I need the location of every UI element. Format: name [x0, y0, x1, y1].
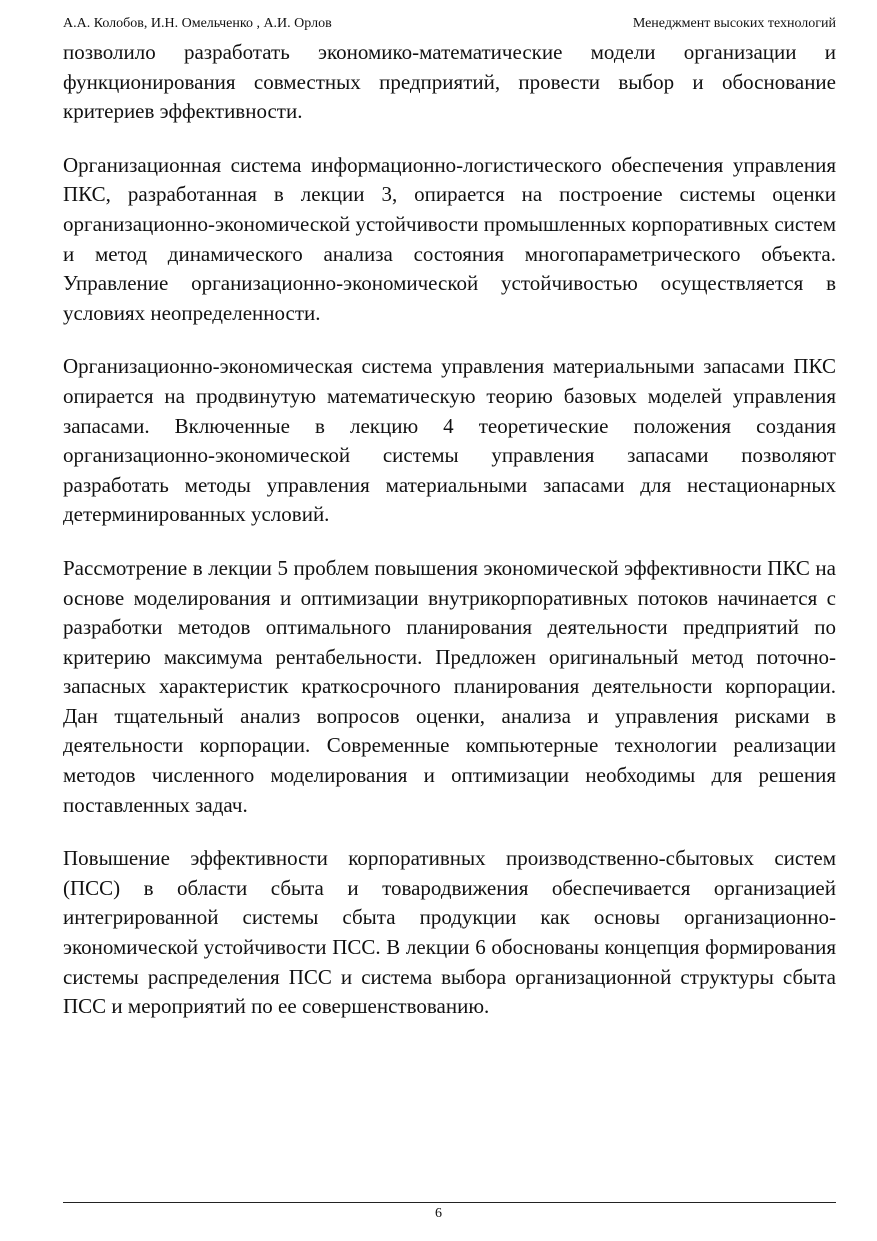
header-authors: А.А. Колобов, И.Н. Омельченко , А.И. Орлов	[63, 16, 332, 31]
paragraph-lecture-3: Организационная система информационно-логистического обеспечения управления ПКС, разработанная в лекции 3, опирается на построение системы оценки организационно-экономической устойчивости промышленных корпоративных систем и метод динамического анализа состояния многопараметрического объекта. Управление организационно-экономической устойчивостью осуществляется в условиях неопределенности.	[63, 152, 836, 325]
paragraph-continuation: позволило разработать экономико-математические модели организации и функционирования совместных предприятий, провести выбор и обоснование критериев эффективности.	[63, 40, 836, 124]
paragraph-lecture-5: Рассмотрение в лекции 5 проблем повышения экономической эффективности ПКС на основе моделирования и оптимизации внутрикорпоративных потоков начинается с разработки методов оптимального планирования деятельности предприятий по критерию максимума рентабельности. Предложен оригинальный метод поточно-запасных характеристик краткосрочного планирования деятельности корпорации. Дан тщательный анализ вопросов оценки, анализа и управления рисками в деятельности корпорации. Современные компьютерные технологии реализации методов численного моделирования и оптимизации необходимы для решения поставленных задач.	[63, 555, 836, 817]
paragraph-lecture-4: Организационно-экономическая система управления материальными запасами ПКС опирается на продвинутую математическую теорию базовых моделей управления запасами. Включенные в лекцию 4 теоретические положения создания организационно-экономической системы управления запасами позволяют разработать методы управления материальными запасами для нестационарных детерминированных условий.	[63, 354, 836, 527]
page-number: 6	[435, 1206, 442, 1221]
header-book-title: Менеджмент высоких технологий	[632, 16, 836, 31]
footer-divider	[63, 1202, 836, 1203]
running-header	[63, 16, 836, 36]
body-text	[63, 38, 836, 1046]
paragraph-lecture-6: Повышение эффективности корпоративных производственно-сбытовых систем (ПСС) в области сбыта и товародвижения обеспечивается организацией интегрированной системы сбыта продукции как основы организационно-экономической устойчивости ПСС. В лекции 6 обоснованы концепция формирования системы распределения ПСС и система выбора организационной структуры сбыта ПСС и мероприятий по ее совершенствованию.	[63, 846, 836, 1019]
